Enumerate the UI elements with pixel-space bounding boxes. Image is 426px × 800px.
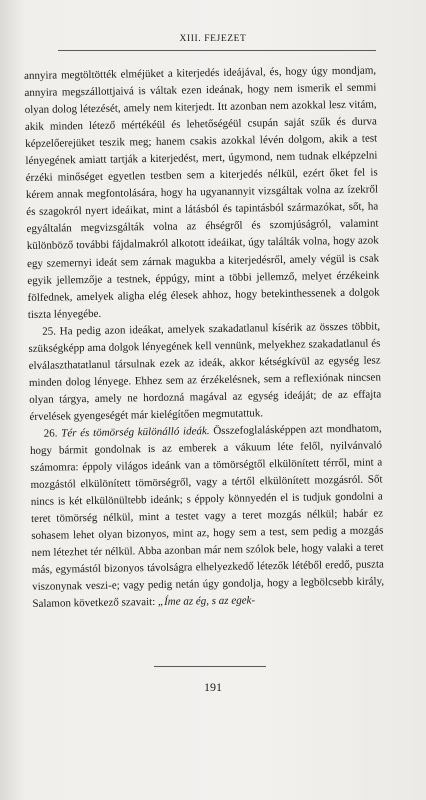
footer-rule <box>154 666 266 667</box>
paragraph-continued: annyira megtöltötték elméjüket a kiterjedés ideájával, és, hogy úgy mondjam, annyira megszállottjaivá is váltak ezen ideának, hogy nem ismerik el semmi olyan dolog létezését, amely nem kiterjedt. Itt azonban nem azokkal lesz vitám, akik minden létező mértékéül és lehetőségéül csupán saját szűk és durva képzelőerejüket teszik meg; hanem csakis azokkal lévén dolgom, akik a test lényegének amiatt tartják a kiterjedést, mert, úgymond, nem tudnak elképzelni érzéki minőséget egyetlen testben sem a kiterjedés nélkül, ezért őket fel is kérem annak megfontolására, hogy ha ugyanannyit vizsgáltak volna az ízekről és szagokról nyert ideáikat, mint a látásból és tapintásból származókat, sőt, ha egyáltalán megvizsgálták volna az éhségről és szomjúságról, valamint különböző további fájdalmakról alkotott ideáikat, úgy találták volna, hogy azok egy szemernyi ideát sem zárnak magukba a kiterjedésről, amely végül is csak egyik jellemzője a testnek, éppúgy, mint a többi jellemző, melyet érzékeink fölfednek, amelyek aligha elég élesek ahhoz, hogy betekinthessenek a dolgok tiszta lényegébe. <box>24 64 380 321</box>
paragraph-25: 25. Ha pedig azon ideákat, amelyek szakadatlanul kísérik az összes többit, szükségképp ama dolgok lényegének kell vennünk, melyekhez szakadatlanul és elválaszthatatlanul társulnak ezek az ideák, akkor kétségkívül az egység lesz minden dolog lényege. Ehhez sem az érzékelésnek, sem a reflexiónak nincsen olyan tárgya, amely ne hordozná magával az egység ideáját; de az effajta érvelések gyengeségét már kielégítően megmutattuk. <box>28 320 382 423</box>
page-number: 191 <box>204 680 222 694</box>
body-text <box>24 62 385 613</box>
paragraph-26-quote: „Íme az ég, s az egek- <box>157 594 256 609</box>
paragraph-26 <box>30 420 385 613</box>
header-rule <box>58 50 376 51</box>
paragraph-26-text: Összefoglalásképpen azt mondhatom, hogy bármit gondolnak is az emberek a vákuum léte felől, nyilvánvaló számomra: éppoly világos ideánk van a tömörségtől elkülönített térről, mint a mozgástól elkülönített tömörségről, vagy a tértől elkülönített mozgásról. Sőt nincs is két elkülönültebb ideánk; s éppoly könnyedén el is tudjuk gondolni a teret tömörség nélkül, mint a testet vagy a teret mozgás nélkül; habár ez sohasem lehet olyan bizonyos, mint az, hogy sem a test, sem pedig a mozgás nem létezhet tér nélkül. Abba azonban már nem szólok bele, hogy valaki a teret más, egymástól bizonyos távolságra elhelyezkedő létezők létéből eredő, puszta viszonynak veszi-e; vagy pedig netán úgy gondolja, hogy a legbölcsebb király, Salamon következő szavait: <box>29 422 385 611</box>
paragraph-26-title: Tér és tömörség különálló ideák. <box>61 425 210 440</box>
paragraph-26-number: 26. <box>43 427 58 440</box>
running-header: XIII. FEJEZET <box>179 34 247 44</box>
